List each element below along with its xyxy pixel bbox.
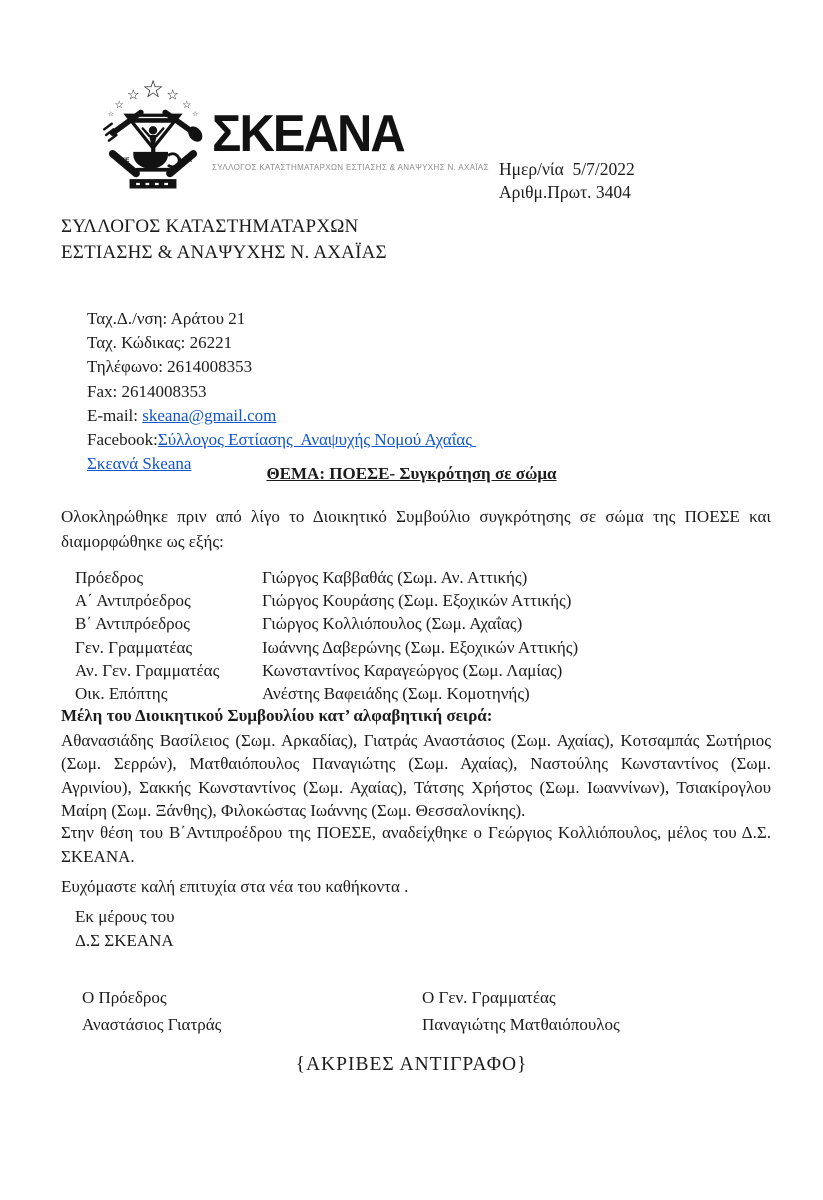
org-name-line1: ΣΥΛΛΟΓΟΣ ΚΑΤΑΣΤΗΜΑΤΑΡΧΩΝ: [61, 216, 359, 237]
role-title: Γεν. Γραμματέας: [75, 637, 193, 657]
role-person: Γιώργος Κουράσης (Σωμ. Εξοχικών Αττικής): [262, 591, 572, 611]
svg-text:☆: ☆: [107, 110, 114, 119]
contact-email-row: [87, 404, 499, 428]
protocol-number: Αριθμ.Πρωτ. 3404: [499, 182, 631, 202]
banner-ribbon-icon: [130, 179, 177, 188]
role-row: [75, 612, 578, 635]
org-name: [61, 214, 387, 265]
role-row: [75, 566, 578, 589]
role-title: Β΄ Αντιπρόεδρος: [75, 614, 190, 634]
contact-address: Ταχ.Δ./νση: Αράτου 21: [87, 309, 246, 328]
spoon-icon: [165, 112, 205, 144]
role-row: [75, 589, 578, 612]
subject-line: ΘΕΜΑ: ΠΟΕΣΕ- Συγκρότηση σε σώμα: [266, 464, 557, 483]
role-row: [75, 659, 578, 682]
date-block: [499, 158, 635, 204]
role-title: Αν. Γεν. Γραμματέας: [75, 660, 220, 680]
svg-text:☆: ☆: [126, 87, 140, 104]
contact-fax: Fax: 2614008353: [87, 381, 207, 401]
signature-right-name: Παναγιώτης Ματθαιόπουλος: [422, 1015, 620, 1034]
emblem-right-text: ΑΝΑ: [177, 157, 193, 165]
brand-block: [212, 105, 489, 172]
stars-icon: [108, 74, 198, 118]
on-behalf-block: [75, 905, 175, 952]
signature-right-title: Ο Γεν. Γραμματέας: [422, 988, 556, 1007]
role-person: Ανέστης Βαφειάδης (Σωμ. Κομοτηνής): [262, 684, 530, 704]
skeana-emblem: [92, 72, 214, 198]
facebook-link[interactable]: Σύλλογος Εστίασης Αναψυχής Νομού Αχαΐας Σκεανά Skeana: [87, 430, 477, 474]
role-title: Οικ. Επόπτης: [75, 684, 168, 704]
svg-text:☆: ☆: [166, 87, 180, 104]
svg-text:☆: ☆: [182, 98, 192, 111]
contact-phone: Τηλέφωνο: 2614008353: [87, 357, 253, 377]
svg-text:☆: ☆: [114, 98, 124, 111]
role-row: [75, 636, 578, 659]
role-person: Γιώργος Καββαθάς (Σωμ. Αν. Αττικής): [262, 568, 528, 587]
board-roles-list: [75, 566, 578, 705]
appointment-block: [61, 821, 771, 899]
role-person: Κωνσταντίνος Καραγεώργος (Σωμ. Λαμίας): [262, 660, 563, 680]
brand-tagline: ΣΥΛΛΟΓΟΣ ΚΑΤΑΣΤΗΜΑΤΑΡΧΩΝ ΕΣΤΙΑΣΗΣ & ΑΝΑΨΥΧΗΣ Ν. ΑΧΑΪΑΣ: [212, 163, 489, 172]
contact-postal-code: Ταχ. Κώδικας: 26221: [87, 333, 233, 353]
signature-left-name: Αναστάσιος Γιατράς: [82, 1015, 222, 1034]
brand-name: ΣΚΕΑΝΑ: [212, 105, 404, 163]
role-row: [75, 682, 578, 705]
on-behalf-line1: Εκ μέρους του: [75, 907, 175, 926]
on-behalf-line2: Δ.Σ ΣΚΕΑΝΑ: [75, 930, 174, 950]
org-name-line2: ΕΣΤΙΑΣΗΣ & ΑΝΑΨΥΧΗΣ Ν. ΑΧΑΪΑΣ: [61, 241, 387, 263]
email-label: E-mail:: [87, 405, 143, 425]
cup-icon: [133, 152, 179, 169]
role-person: Γιώργος Κολλιόπουλος (Σωμ. Αχαΐας): [262, 614, 523, 634]
contact-block: [87, 307, 499, 476]
emblem-left-text: ΣΚΕ: [116, 157, 130, 165]
signature-left-title: Ο Πρόεδρος: [82, 988, 167, 1007]
svg-text:☆: ☆: [142, 74, 164, 104]
role-title: Α΄ Αντιπρόεδρος: [75, 591, 191, 611]
svg-text:☆: ☆: [192, 110, 199, 119]
wish-line: Ευχόμαστε καλή επιτυχία στα νέα του καθήκοντα .: [61, 877, 409, 896]
intro-paragraph: Ολοκληρώθηκε πριν από λίγο το Διοικητικό Συμβούλιο συγκρότησης σε σώμα της ΠΟΕΣΕ και διαμορφώθηκε ως εξής:: [61, 507, 771, 551]
signature-left: [82, 984, 221, 1038]
role-person: Ιωάννης Δαβερώνης (Σωμ. Εξοχικών Αττικής): [262, 637, 579, 657]
signature-right: [422, 984, 620, 1038]
certified-copy-line: {ΑΚΡΙΒΕΣ ΑΝΤΙΓΡΑΦΟ}: [295, 1054, 528, 1075]
facebook-label: Facebook:: [87, 430, 158, 450]
members-paragraph: Αθανασιάδης Βασίλειος (Σωμ. Αρκαδίας), Γιατράς Αναστάσιος (Σωμ. Αχαίας), Κοτσαμπάς Σωτήριος (Σωμ. Σερρών), Ματθαιόπουλος Παναγιώτης (Σωμ. Αχαίας), Ναστούλης Κωνσταντίνος (Σωμ. Αγρινίου), Σακκής Κωνσταντίνος (Σωμ. Αχαίας), Τάτσης Χρήστος (Σωμ. Ιωαννίνων), Τσιακίρογλου Μαίρη (Σωμ. Ξάνθης), Φιλοκώστας Ιωάννης (Σωμ. Θεσσαλονίκης).: [61, 731, 771, 820]
email-link[interactable]: skeana@gmail.com: [142, 405, 277, 425]
role-title: Πρόεδρος: [75, 568, 144, 587]
members-heading: Μέλη του Διοικητικού Συμβουλίου κατ’ αλφαβητική σειρά:: [61, 706, 493, 725]
date-line: Ημερ/νία 5/7/2022: [499, 159, 635, 179]
appointment-paragraph: Στην θέση του Β΄Αντιπροέδρου της ΠΟΕΣΕ, αναδείχθηκε ο Γεώργιος Κολλιόπουλος, μέλος του Δ.Σ. ΣΚΕΑΝΑ.: [61, 823, 771, 866]
